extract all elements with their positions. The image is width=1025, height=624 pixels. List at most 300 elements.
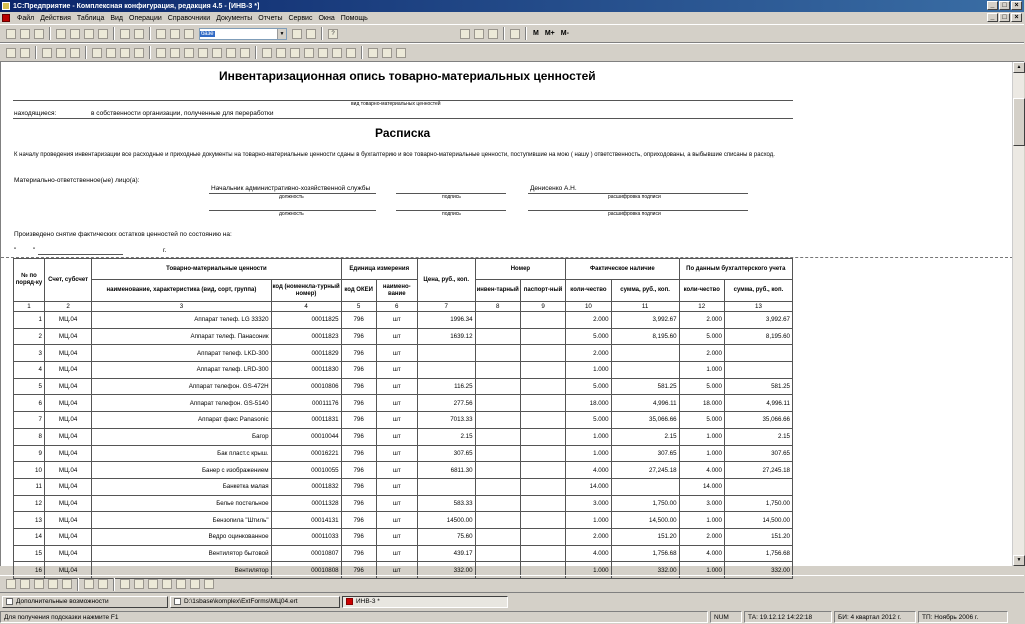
chart-icon[interactable] (276, 48, 286, 58)
group-icon[interactable] (98, 579, 108, 589)
cell-code[interactable]: 00011328 (271, 495, 341, 512)
cell-actual-qty[interactable]: 1.000 (566, 428, 611, 445)
cell-actual-sum[interactable]: 2.15 (611, 428, 679, 445)
cell-inventory[interactable] (475, 512, 520, 529)
cell-account[interactable]: МЦ.04 (44, 395, 91, 412)
cell-acct-qty[interactable]: 4.000 (679, 545, 724, 562)
salary-icon[interactable] (240, 48, 250, 58)
cell-unit[interactable]: шт (376, 495, 417, 512)
cell-price[interactable]: 583.33 (417, 495, 475, 512)
warehouse-icon[interactable] (170, 48, 180, 58)
table-row[interactable] (14, 445, 793, 462)
clipboard-icon[interactable] (488, 29, 498, 39)
align-icon[interactable] (148, 579, 158, 589)
cell-account[interactable]: МЦ.04 (44, 312, 91, 329)
cell-account[interactable]: МЦ.04 (44, 362, 91, 379)
task-inv3[interactable] (342, 596, 508, 608)
cell-num[interactable]: 16 (14, 562, 45, 579)
cell-acct-qty[interactable]: 2.000 (679, 345, 724, 362)
table-icon[interactable] (262, 48, 272, 58)
cell-price[interactable]: 307.65 (417, 445, 475, 462)
cell-price[interactable] (417, 345, 475, 362)
operations-icon[interactable] (42, 48, 52, 58)
cell-code[interactable]: 00014131 (271, 512, 341, 529)
cell-actual-qty[interactable]: 5.000 (566, 412, 611, 429)
cell-acct-qty[interactable]: 1.000 (679, 512, 724, 529)
grid-icon[interactable] (176, 579, 186, 589)
cell-num[interactable]: 10 (14, 462, 45, 479)
cell-okei[interactable]: 796 (341, 345, 376, 362)
cell-unit[interactable]: шт (376, 545, 417, 562)
cell-price[interactable]: 332.00 (417, 562, 475, 579)
cell-passport[interactable] (520, 462, 565, 479)
catalog-icon[interactable] (70, 48, 80, 58)
table-row[interactable] (14, 378, 793, 395)
cell-passport[interactable] (520, 478, 565, 495)
journal-icon[interactable] (20, 48, 30, 58)
cursor-icon[interactable] (84, 579, 94, 589)
cell-acct-sum[interactable]: 332.00 (724, 562, 792, 579)
form-icon[interactable] (290, 48, 300, 58)
cell-acct-sum[interactable]: 307.65 (724, 445, 792, 462)
cell-acct-sum[interactable] (724, 478, 792, 495)
send-back-icon[interactable] (134, 579, 144, 589)
cell-okei[interactable]: 796 (341, 362, 376, 379)
cell-okei[interactable]: 796 (341, 312, 376, 329)
cell-name[interactable]: Аппарат телеф. LKD-300 (92, 345, 271, 362)
cell-inventory[interactable] (475, 312, 520, 329)
paste-icon[interactable] (84, 29, 94, 39)
cell-okei[interactable]: 796 (341, 412, 376, 429)
cell-actual-sum[interactable] (611, 478, 679, 495)
cell-actual-sum[interactable]: 8,195.60 (611, 328, 679, 345)
settings-icon[interactable] (382, 48, 392, 58)
cell-passport[interactable] (520, 362, 565, 379)
cell-passport[interactable] (520, 312, 565, 329)
cell-passport[interactable] (520, 528, 565, 545)
cell-acct-qty[interactable]: 2.000 (679, 312, 724, 329)
cell-code[interactable]: 00011825 (271, 312, 341, 329)
cell-actual-qty[interactable]: 1.000 (566, 362, 611, 379)
cell-passport[interactable] (520, 412, 565, 429)
cell-okei[interactable]: 796 (341, 562, 376, 579)
cell-acct-qty[interactable]: 1.000 (679, 562, 724, 579)
cell-acct-sum[interactable]: 4,996.11 (724, 395, 792, 412)
table-row[interactable] (14, 328, 793, 345)
spreadsheet-document[interactable] (0, 62, 1012, 574)
cell-num[interactable]: 7 (14, 412, 45, 429)
cell-num[interactable]: 1 (14, 312, 45, 329)
cell-actual-sum[interactable]: 14,500.00 (611, 512, 679, 529)
cell-price[interactable] (417, 478, 475, 495)
cell-code[interactable]: 00011832 (271, 478, 341, 495)
table-row[interactable] (14, 395, 793, 412)
cell-name[interactable]: Аппарат телеф. LG 33320 (92, 312, 271, 329)
cell-name[interactable]: Багор (92, 428, 271, 445)
redo-icon[interactable] (170, 29, 180, 39)
cell-name[interactable]: Банер с изображением (92, 462, 271, 479)
cell-actual-qty[interactable]: 5.000 (566, 378, 611, 395)
balance-icon[interactable] (332, 48, 342, 58)
print-icon[interactable] (120, 29, 130, 39)
cell-unit[interactable]: шт (376, 378, 417, 395)
save-icon[interactable] (34, 29, 44, 39)
cell-num[interactable]: 6 (14, 395, 45, 412)
cell-unit[interactable]: шт (376, 428, 417, 445)
cell-actual-sum[interactable]: 307.65 (611, 445, 679, 462)
scroll-thumb[interactable] (1013, 98, 1025, 146)
cell-unit[interactable]: шт (376, 478, 417, 495)
cell-actual-sum[interactable]: 332.00 (611, 562, 679, 579)
cell-name[interactable]: Банкетка малая (92, 478, 271, 495)
cell-acct-sum[interactable]: 1,756.68 (724, 545, 792, 562)
cell-account[interactable]: МЦ.04 (44, 412, 91, 429)
cut-icon[interactable] (56, 29, 66, 39)
cell-price[interactable] (417, 362, 475, 379)
cell-actual-qty[interactable]: 2.000 (566, 312, 611, 329)
menu-view[interactable]: Вид (110, 14, 124, 22)
text-tool-icon[interactable] (34, 579, 44, 589)
line-tool-icon[interactable] (6, 579, 16, 589)
cell-acct-qty[interactable]: 1.000 (679, 362, 724, 379)
cell-actual-qty[interactable]: 1.000 (566, 562, 611, 579)
cell-acct-sum[interactable]: 8,195.60 (724, 328, 792, 345)
cell-unit[interactable]: шт (376, 412, 417, 429)
cell-okei[interactable]: 796 (341, 512, 376, 529)
cell-passport[interactable] (520, 545, 565, 562)
cell-num[interactable]: 4 (14, 362, 45, 379)
delete-icon[interactable] (190, 579, 200, 589)
scroll-down-icon[interactable]: ▼ (1013, 555, 1025, 566)
cell-passport[interactable] (520, 328, 565, 345)
chevron-down-icon[interactable]: ▼ (277, 29, 286, 39)
cell-name[interactable]: Бензопила "Штиль" (92, 512, 271, 529)
table-row[interactable] (14, 528, 793, 545)
cell-name[interactable]: Аппарат телеф. Панасоник (92, 328, 271, 345)
folder-icon[interactable] (106, 48, 116, 58)
preview-icon[interactable] (134, 29, 144, 39)
cell-okei[interactable]: 796 (341, 545, 376, 562)
cell-account[interactable]: МЦ.04 (44, 445, 91, 462)
invoice-icon[interactable] (156, 48, 166, 58)
cell-account[interactable]: МЦ.04 (44, 378, 91, 395)
cell-okei[interactable]: 796 (341, 428, 376, 445)
cell-num[interactable]: 5 (14, 378, 45, 395)
undo-icon[interactable] (156, 29, 166, 39)
cell-okei[interactable]: 796 (341, 478, 376, 495)
cell-actual-qty[interactable]: 3.000 (566, 495, 611, 512)
cell-acct-qty[interactable]: 3.000 (679, 495, 724, 512)
menu-documents[interactable]: Документы (216, 14, 253, 22)
cell-price[interactable]: 14500.00 (417, 512, 475, 529)
cell-actual-qty[interactable]: 2.000 (566, 528, 611, 545)
cell-actual-qty[interactable]: 14.000 (566, 478, 611, 495)
cell-actual-sum[interactable]: 4,996.11 (611, 395, 679, 412)
cell-acct-sum[interactable]: 14,500.00 (724, 512, 792, 529)
cell-name[interactable]: Белье постельное (92, 495, 271, 512)
menu-service[interactable]: Сервис (288, 14, 313, 22)
cell-actual-qty[interactable]: 4.000 (566, 545, 611, 562)
cell-okei[interactable]: 796 (341, 528, 376, 545)
new-doc-icon[interactable] (6, 29, 16, 39)
cell-account[interactable]: МЦ.04 (44, 428, 91, 445)
tax-icon[interactable] (346, 48, 356, 58)
truck-icon[interactable] (212, 48, 222, 58)
doc-close-button[interactable]: × (1011, 13, 1022, 22)
minimize-button[interactable]: _ (987, 1, 998, 10)
cell-name[interactable]: Ведро оцинкованное (92, 528, 271, 545)
table-icon[interactable] (204, 579, 214, 589)
cell-actual-sum[interactable]: 27,245.18 (611, 462, 679, 479)
cell-inventory[interactable] (475, 445, 520, 462)
cell-unit[interactable]: шт (376, 445, 417, 462)
calendar-icon[interactable] (474, 29, 484, 39)
cell-name[interactable]: Вентилятор бытовой (92, 545, 271, 562)
menu-operations[interactable]: Операции (129, 14, 162, 22)
cell-account[interactable]: МЦ.04 (44, 462, 91, 479)
menu-references[interactable]: Справочники (167, 14, 211, 22)
cell-actual-sum[interactable]: 35,066.66 (611, 412, 679, 429)
bank-icon[interactable] (134, 48, 144, 58)
cell-price[interactable]: 1996.34 (417, 312, 475, 329)
book-icon[interactable] (510, 29, 520, 39)
search-combo[interactable] (199, 28, 287, 40)
cell-passport[interactable] (520, 395, 565, 412)
picture-tool-icon[interactable] (48, 579, 58, 589)
cell-inventory[interactable] (475, 462, 520, 479)
cell-code[interactable]: 00016221 (271, 445, 341, 462)
cell-okei[interactable]: 796 (341, 495, 376, 512)
cell-account[interactable]: МЦ.04 (44, 328, 91, 345)
cell-inventory[interactable] (475, 428, 520, 445)
vertical-scrollbar[interactable] (1012, 62, 1024, 566)
cell-inventory[interactable] (475, 345, 520, 362)
cell-account[interactable]: МЦ.04 (44, 562, 91, 579)
table-row[interactable] (14, 495, 793, 512)
scroll-up-icon[interactable]: ▲ (1013, 62, 1025, 73)
cell-price[interactable]: 277.56 (417, 395, 475, 412)
cell-actual-sum[interactable]: 3,992.67 (611, 312, 679, 329)
cell-inventory[interactable] (475, 545, 520, 562)
cell-actual-sum[interactable]: 151.20 (611, 528, 679, 545)
cell-okei[interactable]: 796 (341, 328, 376, 345)
cell-unit[interactable]: шт (376, 528, 417, 545)
calculator-icon[interactable] (460, 29, 470, 39)
cell-okei[interactable]: 796 (341, 378, 376, 395)
cell-code[interactable]: 00010055 (271, 462, 341, 479)
cell-price[interactable]: 116.25 (417, 378, 475, 395)
cell-unit[interactable]: шт (376, 312, 417, 329)
list-icon[interactable] (304, 48, 314, 58)
cell-code[interactable]: 00010807 (271, 545, 341, 562)
cell-acct-sum[interactable] (724, 345, 792, 362)
cell-acct-qty[interactable]: 2.000 (679, 528, 724, 545)
memory-minus-button[interactable]: M- (560, 30, 569, 37)
globe-icon[interactable] (368, 48, 378, 58)
cell-acct-sum[interactable]: 3,992.67 (724, 312, 792, 329)
cell-actual-qty[interactable]: 4.000 (566, 462, 611, 479)
cell-inventory[interactable] (475, 395, 520, 412)
cell-code[interactable]: 00010044 (271, 428, 341, 445)
cell-code[interactable]: 00011829 (271, 345, 341, 362)
cell-actual-sum[interactable]: 1,750.00 (611, 495, 679, 512)
cell-actual-sum[interactable] (611, 362, 679, 379)
cell-inventory[interactable] (475, 328, 520, 345)
menu-reports[interactable]: Отчеты (258, 14, 283, 22)
cell-actual-qty[interactable]: 18.000 (566, 395, 611, 412)
table-row[interactable] (14, 512, 793, 529)
cell-acct-qty[interactable]: 4.000 (679, 462, 724, 479)
cell-account[interactable]: МЦ.04 (44, 478, 91, 495)
cell-acct-qty[interactable]: 1.000 (679, 445, 724, 462)
open-icon[interactable] (20, 29, 30, 39)
help-icon[interactable]: ? (328, 29, 338, 39)
menu-file[interactable]: Файл (17, 14, 35, 22)
cell-num[interactable]: 13 (14, 512, 45, 529)
cell-account[interactable]: МЦ.04 (44, 495, 91, 512)
cell-code[interactable]: 00011830 (271, 362, 341, 379)
cell-unit[interactable]: шт (376, 562, 417, 579)
cell-unit[interactable]: шт (376, 512, 417, 529)
cell-inventory[interactable] (475, 378, 520, 395)
cell-name[interactable]: Аппарат телеф. LRD-300 (92, 362, 271, 379)
docs-icon[interactable] (92, 48, 102, 58)
cell-inventory[interactable] (475, 412, 520, 429)
task-extra-features[interactable] (2, 596, 168, 608)
memory-plus-button[interactable]: M+ (544, 30, 555, 37)
table-row[interactable] (14, 412, 793, 429)
grid-icon[interactable] (318, 48, 328, 58)
cell-actual-qty[interactable]: 5.000 (566, 328, 611, 345)
cell-actual-qty[interactable]: 2.000 (566, 345, 611, 362)
cell-actual-sum[interactable]: 581.25 (611, 378, 679, 395)
cell-num[interactable]: 3 (14, 345, 45, 362)
cell-account[interactable]: МЦ.04 (44, 512, 91, 529)
cell-num[interactable]: 11 (14, 478, 45, 495)
cell-actual-sum[interactable] (611, 345, 679, 362)
table-row[interactable] (14, 462, 793, 479)
cell-acct-sum[interactable] (724, 362, 792, 379)
memory-button[interactable]: M (533, 30, 539, 37)
cell-acct-sum[interactable]: 2.15 (724, 428, 792, 445)
cell-acct-sum[interactable]: 35,066.66 (724, 412, 792, 429)
cell-inventory[interactable] (475, 528, 520, 545)
cell-passport[interactable] (520, 445, 565, 462)
cell-passport[interactable] (520, 512, 565, 529)
table-row[interactable] (14, 428, 793, 445)
menu-help[interactable]: Помощь (340, 14, 368, 22)
cell-name[interactable]: Аппарат телефон. GS-472H (92, 378, 271, 395)
cell-num[interactable]: 14 (14, 528, 45, 545)
cell-acct-qty[interactable]: 5.000 (679, 328, 724, 345)
cell-okei[interactable]: 796 (341, 395, 376, 412)
delete-icon[interactable] (98, 29, 108, 39)
cell-code[interactable]: 00011831 (271, 412, 341, 429)
close-button[interactable]: × (1011, 1, 1022, 10)
cell-actual-qty[interactable]: 1.000 (566, 445, 611, 462)
cell-actual-sum[interactable]: 1,756.68 (611, 545, 679, 562)
cell-unit[interactable]: шт (376, 328, 417, 345)
cell-acct-qty[interactable]: 1.000 (679, 428, 724, 445)
menu-actions[interactable]: Действия (40, 14, 71, 22)
cell-name[interactable]: Аппарат факс Panasonic (92, 412, 271, 429)
find-prev-icon[interactable] (306, 29, 316, 39)
cell-price[interactable]: 75.60 (417, 528, 475, 545)
cell-name[interactable]: Аппарат телефон. GS-5140 (92, 395, 271, 412)
task-ert-file[interactable] (170, 596, 340, 608)
cell-acct-sum[interactable]: 151.20 (724, 528, 792, 545)
cell-price[interactable]: 2.15 (417, 428, 475, 445)
report-icon[interactable] (226, 48, 236, 58)
cell-num[interactable]: 2 (14, 328, 45, 345)
cell-acct-sum[interactable]: 27,245.18 (724, 462, 792, 479)
rect-tool-icon[interactable] (20, 579, 30, 589)
menu-table[interactable]: Таблица (76, 14, 105, 22)
cell-actual-qty[interactable]: 1.000 (566, 512, 611, 529)
table-row[interactable] (14, 312, 793, 329)
cash-icon[interactable] (120, 48, 130, 58)
accounts-icon[interactable] (6, 48, 16, 58)
cell-acct-qty[interactable]: 18.000 (679, 395, 724, 412)
entries-icon[interactable] (56, 48, 66, 58)
oval-tool-icon[interactable] (62, 579, 72, 589)
cell-inventory[interactable] (475, 478, 520, 495)
cell-name[interactable]: Бак пласт.с крыш. (92, 445, 271, 462)
cell-account[interactable]: МЦ.04 (44, 545, 91, 562)
maximize-button[interactable]: □ (999, 1, 1010, 10)
binoculars-icon[interactable] (184, 29, 194, 39)
cell-okei[interactable]: 796 (341, 445, 376, 462)
goods-icon[interactable] (184, 48, 194, 58)
cell-acct-qty[interactable]: 14.000 (679, 478, 724, 495)
cell-price[interactable]: 1639.12 (417, 328, 475, 345)
cell-num[interactable]: 12 (14, 495, 45, 512)
cell-unit[interactable]: шт (376, 395, 417, 412)
menu-windows[interactable]: Окна (318, 14, 335, 22)
cell-account[interactable]: МЦ.04 (44, 345, 91, 362)
cell-unit[interactable]: шт (376, 462, 417, 479)
cell-passport[interactable] (520, 378, 565, 395)
cell-code[interactable]: 00011176 (271, 395, 341, 412)
cell-price[interactable]: 6811.30 (417, 462, 475, 479)
table-row[interactable] (14, 545, 793, 562)
cell-name[interactable]: Вентилятор (92, 562, 271, 579)
bring-front-icon[interactable] (120, 579, 130, 589)
cell-code[interactable]: 00011033 (271, 528, 341, 545)
find-next-icon[interactable] (292, 29, 302, 39)
cell-passport[interactable] (520, 345, 565, 362)
cell-num[interactable]: 15 (14, 545, 45, 562)
table-row[interactable] (14, 478, 793, 495)
table-row[interactable] (14, 345, 793, 362)
exit-icon[interactable] (396, 48, 406, 58)
cell-acct-sum[interactable]: 1,750.00 (724, 495, 792, 512)
cell-okei[interactable]: 796 (341, 462, 376, 479)
cell-inventory[interactable] (475, 495, 520, 512)
table-row[interactable] (14, 362, 793, 379)
box-icon[interactable] (198, 48, 208, 58)
copy-icon[interactable] (70, 29, 80, 39)
cell-price[interactable]: 7013.33 (417, 412, 475, 429)
cell-acct-qty[interactable]: 5.000 (679, 378, 724, 395)
cell-passport[interactable] (520, 428, 565, 445)
cell-code[interactable]: 00010808 (271, 562, 341, 579)
cell-code[interactable]: 00011823 (271, 328, 341, 345)
cell-acct-sum[interactable]: 581.25 (724, 378, 792, 395)
cell-acct-qty[interactable]: 5.000 (679, 412, 724, 429)
cell-num[interactable]: 8 (14, 428, 45, 445)
cell-inventory[interactable] (475, 362, 520, 379)
